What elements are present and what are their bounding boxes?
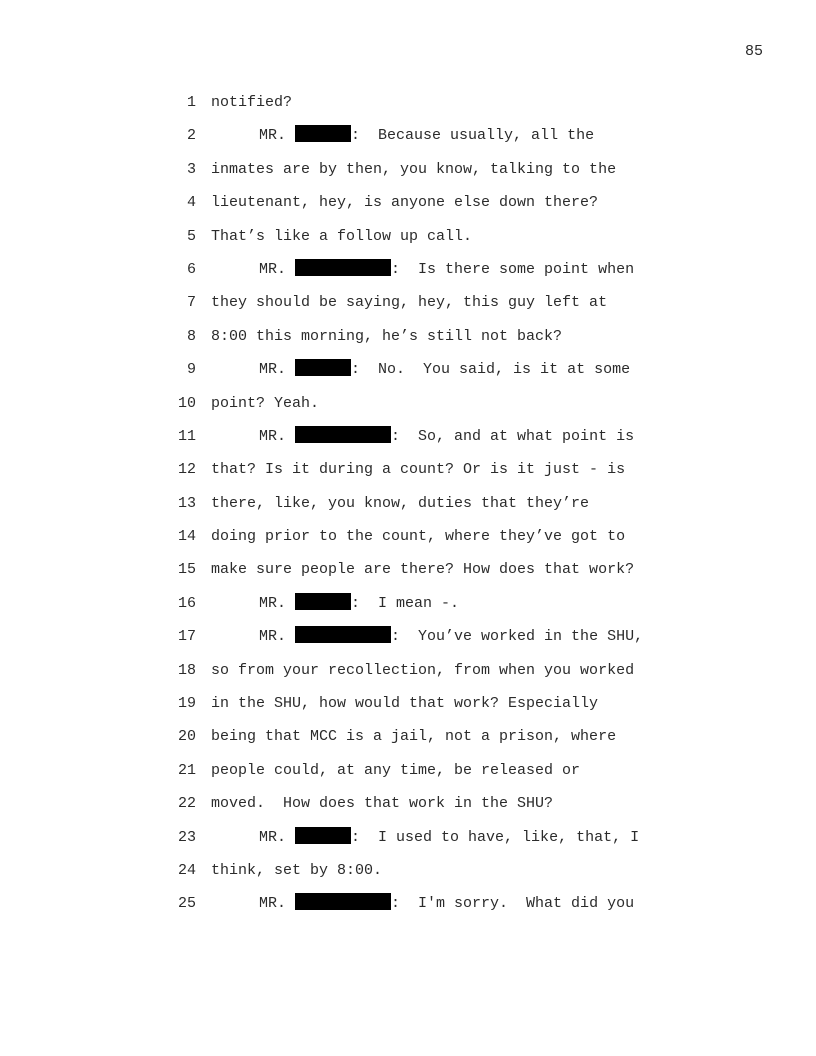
line-number: 19 [177,695,196,713]
speech-text: : Because usually, all the [351,127,595,145]
redaction-box [295,426,391,443]
line-number: 21 [177,761,196,779]
speech-text: : No. You said, is it at some [351,361,631,379]
transcript-line [0,159,816,192]
line-text [211,860,382,882]
line-number: 15 [177,561,196,579]
speech-text: people could, at any time, be released or [211,761,581,779]
speech-text: : You’ve worked in the SHU, [391,628,644,646]
line-text [211,159,616,181]
line-number: 5 [186,227,196,245]
transcript-line [0,526,816,559]
redaction-box [295,626,391,643]
line-number: 23 [177,828,196,846]
line-text [211,793,553,815]
line-text [211,359,630,381]
transcript-line [0,893,816,926]
speech-text: lieutenant, hey, is anyone else down there? [211,194,599,212]
speech-text: they should be saying, hey, this guy left at [211,294,608,312]
transcript-line [0,693,816,726]
line-number: 12 [177,461,196,479]
line-number: 6 [186,260,196,278]
redaction-box [295,593,351,610]
line-text [211,893,634,915]
line-text [211,760,580,782]
line-text [211,493,589,515]
speech-text: : I'm sorry. What did you [391,895,635,913]
line-text [211,459,625,481]
speech-text: : I used to have, like, that, I [351,828,640,846]
transcript-line [0,493,816,526]
line-text [211,827,639,849]
line-text [211,226,472,248]
transcript-line [0,125,816,158]
line-text [211,593,459,615]
line-number: 17 [177,628,196,646]
speech-text: in the SHU, how would that work? Especially [211,695,599,713]
transcript-line [0,393,816,426]
transcript-line [0,626,816,659]
transcript-line [0,559,816,592]
line-number: 9 [186,361,196,379]
speech-text: That’s like a follow up call. [211,227,473,245]
transcript-line [0,226,816,259]
line-text [211,292,607,314]
speech-text: : So, and at what point is [391,427,635,445]
line-number: 20 [177,728,196,746]
speaker-label: MR. [259,895,287,913]
line-number: 2 [186,127,196,145]
speaker-label: MR. [259,628,287,646]
redaction-box [295,893,391,910]
line-number: 16 [177,594,196,612]
speaker-label: MR. [259,594,287,612]
transcript-line [0,192,816,225]
line-number: 10 [177,394,196,412]
line-number: 1 [186,94,196,111]
line-number: 4 [186,194,196,212]
speaker-label: MR. [259,260,287,278]
line-text [211,626,643,648]
speech-text: moved. How does that work in the SHU? [211,795,554,813]
transcript-body [0,92,816,927]
redaction-box [295,259,391,276]
line-text [211,660,634,682]
speech-text: so from your recollection, from when you worked [211,661,635,679]
speech-text: : I mean -. [351,594,460,612]
speech-text: being that MCC is a jail, not a prison, where [211,728,617,746]
transcript-line [0,426,816,459]
transcript-line [0,760,816,793]
line-text [211,693,598,715]
line-text [211,259,634,281]
speech-text: 8:00 this morning, he’s still not back? [211,327,563,345]
speaker-label: MR. [259,361,287,379]
line-number: 18 [177,661,196,679]
transcript-line [0,259,816,292]
speech-text: : Is there some point when [391,260,635,278]
line-number: 13 [177,494,196,512]
line-text [211,92,292,114]
speech-text: there, like, you know, duties that they’re [211,494,590,512]
transcript-line [0,793,816,826]
speech-text: that? Is it during a count? Or is it just - is [211,461,626,479]
transcript-line [0,459,816,492]
transcript-line [0,292,816,325]
speaker-label: MR. [259,127,287,145]
redaction-box [295,359,351,376]
speaker-label: MR. [259,828,287,846]
line-number: 3 [186,160,196,178]
line-text [211,326,562,348]
transcript-line [0,593,816,626]
transcript-line [0,92,816,125]
line-text [211,393,319,415]
line-text [211,526,625,548]
transcript-line [0,726,816,759]
line-text [211,559,634,581]
line-text [211,125,594,147]
page-number: 85 [744,43,763,60]
line-text [211,192,598,214]
transcript-line [0,326,816,359]
line-number: 11 [177,427,196,445]
speech-text: notified? [211,94,293,111]
transcript-line [0,860,816,893]
line-number: 22 [177,795,196,813]
speech-text: point? Yeah. [211,394,320,412]
transcript-line [0,660,816,693]
speech-text: make sure people are there? How does that work? [211,561,635,579]
speech-text: think, set by 8:00. [211,861,383,879]
redaction-box [295,827,351,844]
speech-text: inmates are by then, you know, talking to the [211,160,617,178]
redaction-box [295,125,351,142]
line-text [211,726,616,748]
speaker-label: MR. [259,427,287,445]
line-number: 8 [186,327,196,345]
line-number: 14 [177,528,196,546]
transcript-line [0,827,816,860]
transcript-line [0,359,816,392]
line-number: 24 [177,861,196,879]
line-number: 25 [177,895,196,913]
line-text [211,426,634,448]
speech-text: doing prior to the count, where they’ve got to [211,528,626,546]
line-number: 7 [186,294,196,312]
